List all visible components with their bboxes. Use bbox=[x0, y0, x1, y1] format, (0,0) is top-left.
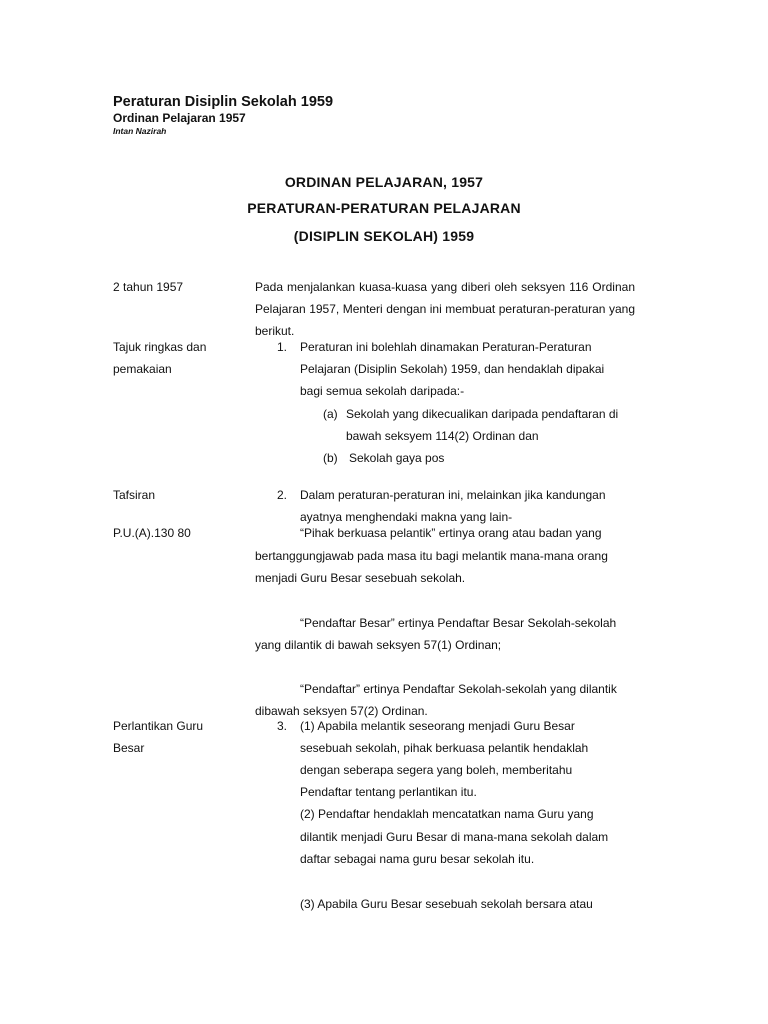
margin-note-tafsiran: Tafsiran bbox=[113, 488, 156, 502]
item-a-label: (a) bbox=[323, 407, 338, 421]
definition-pendaftar: “Pendaftar” ertinya Pendaftar Sekolah-sekolah yang dilantik bbox=[300, 682, 617, 696]
document-author: Intan Nazirah bbox=[113, 126, 167, 136]
definition-pihak-berkuasa-line: menjadi Guru Besar sesebuah sekolah. bbox=[255, 571, 466, 585]
section-3-1-line: sesebuah sekolah, pihak berkuasa pelantik hendaklah bbox=[300, 741, 589, 755]
margin-note-perlantikan-cont: Besar bbox=[113, 741, 145, 755]
section-3-3-line: (3) Apabila Guru Besar sesebuah sekolah bersara atau bbox=[300, 897, 593, 911]
section-1-line: bagi semua sekolah daripada:- bbox=[300, 384, 465, 398]
section-3-2-line: daftar sebagai nama guru besar sekolah itu. bbox=[300, 852, 535, 866]
margin-note-tajuk: Tajuk ringkas dan bbox=[113, 340, 207, 354]
margin-note-perlantikan: Perlantikan Guru bbox=[113, 719, 204, 733]
margin-note-pu: P.U.(A).130 80 bbox=[113, 526, 191, 540]
margin-note-tajuk-cont: pemakaian bbox=[113, 362, 172, 376]
section-3-2-line: dilantik menjadi Guru Besar di mana-mana sekolah dalam bbox=[300, 830, 609, 844]
section-3-1-line: (1) Apabila melantik seseorang menjadi Guru Besar bbox=[300, 719, 575, 733]
section-3-1-line: dengan seberapa segera yang boleh, memberitahu bbox=[300, 763, 573, 777]
section-2-line: Dalam peraturan-peraturan ini, melainkan jika kandungan bbox=[300, 488, 606, 502]
section-1-number: 1. bbox=[277, 340, 288, 354]
heading-disiplin: (DISIPLIN SEKOLAH) 1959 bbox=[293, 228, 475, 244]
item-a-line: bawah seksyem 114(2) Ordinan dan bbox=[346, 429, 539, 443]
definition-pendaftar-besar: “Pendaftar Besar” ertinya Pendaftar Besar Sekolah-sekolah bbox=[300, 616, 617, 630]
definition-pendaftar-besar-line: yang dilantik di bawah seksyen 57(1) Ordinan; bbox=[255, 638, 502, 652]
section-3-1-line: Pendaftar tentang perlantikan itu. bbox=[300, 785, 477, 799]
margin-note-date: 2 tahun 1957 bbox=[113, 280, 184, 294]
definition-pihak-berkuasa-line: bertanggungjawab pada masa itu bagi melantik mana-mana orang bbox=[255, 549, 608, 563]
section-2-number: 2. bbox=[277, 488, 288, 502]
definition-pihak-berkuasa: “Pihak berkuasa pelantik” ertinya orang atau badan yang bbox=[300, 526, 602, 540]
item-a-line: Sekolah yang dikecualikan daripada pendaftaran di bbox=[346, 407, 619, 421]
section-3-number: 3. bbox=[277, 719, 288, 733]
section-1-line: Peraturan ini bolehlah dinamakan Peraturan-Peraturan bbox=[300, 340, 592, 354]
item-b-line: Sekolah gaya pos bbox=[349, 451, 445, 465]
document-subtitle: Ordinan Pelajaran 1957 bbox=[113, 111, 246, 125]
section-3-2-line: (2) Pendaftar hendaklah mencatatkan nama Guru yang bbox=[300, 807, 594, 821]
heading-peraturan: PERATURAN-PERATURAN PELAJARAN bbox=[247, 200, 521, 216]
document-title: Peraturan Disiplin Sekolah 1959 bbox=[113, 94, 334, 110]
section-1-line: Pelajaran (Disiplin Sekolah) 1959, dan hendaklah dipakai bbox=[300, 362, 605, 376]
heading-ordinan: ORDINAN PELAJARAN, 1957 bbox=[284, 174, 484, 190]
item-b-label: (b) bbox=[323, 451, 338, 465]
section-2-line: ayatnya menghendaki makna yang lain- bbox=[300, 510, 513, 524]
preamble-paragraph: Pada menjalankan kuasa-kuasa yang diberi oleh seksyen 116 Ordinan Pelajaran 1957, Menteri dengan ini membuat peraturan-peraturan yang berikut. bbox=[255, 280, 635, 338]
definition-pendaftar-line: dibawah seksyen 57(2) Ordinan. bbox=[255, 704, 428, 718]
